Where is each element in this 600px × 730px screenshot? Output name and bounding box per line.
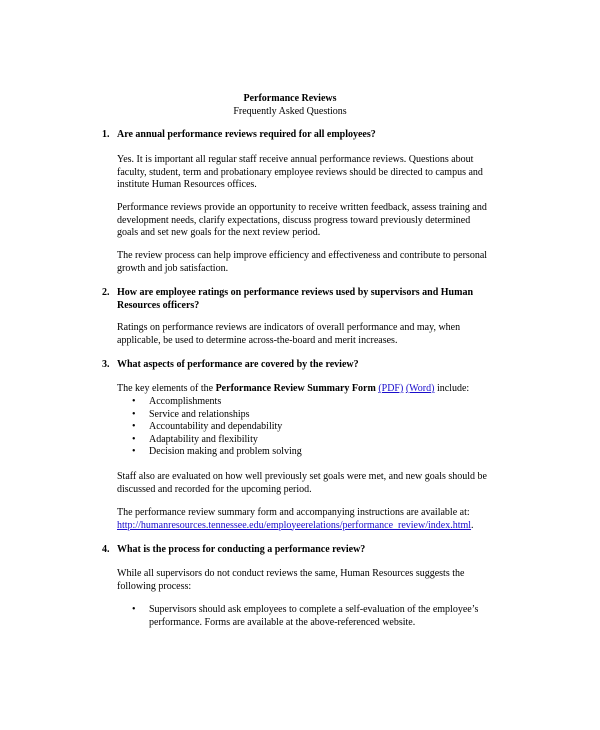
document-subtitle: Frequently Asked Questions <box>233 105 347 117</box>
intro-suffix: include: <box>434 383 470 394</box>
question-number: 4. <box>102 544 110 555</box>
question-text: Are annual performance reviews required for all employees? <box>117 129 376 140</box>
answer-3-paragraph-3: The performance review summary form and accompanying instructions are available at: http://humanresources.tennessee.edu/employeerelations/performance_review/index.html. <box>117 507 474 531</box>
answer-4-paragraph-1: While all supervisors do not conduct reviews the same, Human Resources suggests the following process: <box>117 568 465 592</box>
bullet-icon: • <box>132 604 136 615</box>
document-title: Performance Reviews <box>243 93 337 104</box>
process-steps-list <box>132 604 497 629</box>
answer-1-paragraph-3: The review process can help improve efficiency and effectiveness and contribute to personal growth and job satisfaction. <box>117 250 488 274</box>
intro-text: The key elements of the <box>117 383 216 394</box>
question-number: 1. <box>102 129 110 140</box>
performance-elements-list <box>132 396 302 459</box>
performance-review-url-link[interactable]: http://humanresources.tennessee.edu/employeerelations/performance_review/index.html <box>117 519 472 531</box>
question-2 <box>102 287 502 312</box>
answer-3-intro <box>117 383 517 396</box>
list-item: • Supervisors should ask employees to complete a self-evaluation of the employee’s performance. Forms are available at the above-referenced website. <box>132 604 479 628</box>
question-text: What is the process for conducting a performance review? <box>117 544 366 555</box>
list-item: • Decision making and problem solving <box>132 446 302 457</box>
bullet-icon: • <box>132 446 136 457</box>
question-3 <box>102 359 502 372</box>
question-4 <box>102 544 502 557</box>
answer-2-paragraph-1: Ratings on performance reviews are indicators of overall performance and may, when applicable, be used to determine across-the-board and merit increases. <box>117 322 461 346</box>
pdf-link[interactable]: (PDF) <box>378 383 404 394</box>
document-header <box>0 93 580 118</box>
list-item: • Service and relationships <box>132 408 250 420</box>
answer-1-paragraph-1: Yes. It is important all regular staff receive annual performance reviews. Questions about faculty, student, term and probationary employee reviews should be directed to campus and institute Human Resources offices. <box>117 154 483 190</box>
bullet-icon: • <box>132 396 136 407</box>
question-number: 3. <box>102 359 110 370</box>
bullet-icon: • <box>132 408 136 420</box>
list-item: • Accountability and dependability <box>132 421 283 432</box>
bullet-icon: • <box>132 421 136 432</box>
answer-3-paragraph-2: Staff also are evaluated on how well previously set goals were met, and new goals should be discussed and recorded for the upcoming period. <box>117 471 487 495</box>
word-link[interactable]: (Word) <box>405 383 435 394</box>
question-text: What aspects of performance are covered by the review? <box>117 359 359 370</box>
question-1 <box>102 129 502 142</box>
question-text: How are employee ratings on performance reviews used by supervisors and Human Resources officers? <box>117 287 474 311</box>
answer-1-paragraph-2: Performance reviews provide an opportunity to receive written feedback, assess training and development needs, clarify expectations, discuss progress toward previously determined goals and set new goals for the next review period. <box>117 202 487 238</box>
form-name: Performance Review Summary Form <box>215 383 376 394</box>
question-number: 2. <box>102 287 110 298</box>
bullet-icon: • <box>132 433 136 445</box>
list-item: • Adaptability and flexibility <box>132 433 258 445</box>
list-item: • Accomplishments <box>132 396 222 407</box>
